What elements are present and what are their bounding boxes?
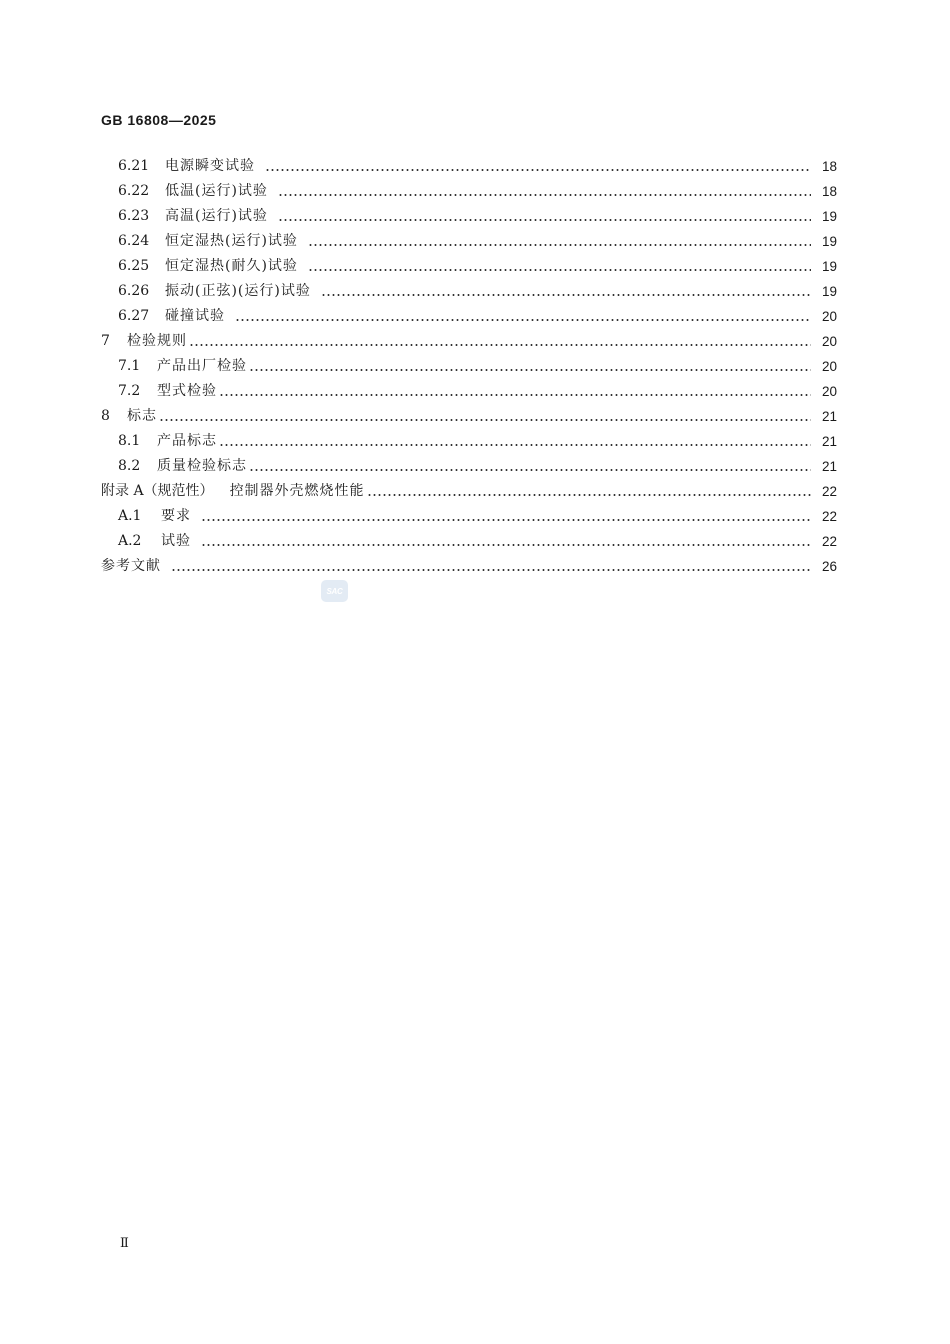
dot-leader	[321, 294, 811, 296]
dot-leader	[249, 369, 811, 371]
toc-entry-title: 检验规则	[127, 333, 187, 349]
dot-leader	[265, 169, 811, 171]
toc-entry-page: 26	[821, 559, 837, 574]
sac-watermark-logo: SAC	[321, 580, 348, 602]
toc-entry-title: 标志	[127, 408, 157, 424]
toc-entry-number: 8	[101, 408, 110, 424]
toc-entry-number: 8.1	[118, 433, 141, 449]
toc-entry-page: 22	[821, 509, 837, 524]
toc-entry-title: 参考文献	[101, 558, 161, 574]
dot-leader	[189, 344, 811, 346]
toc-entry-page: 19	[821, 209, 837, 224]
toc-entry-number: 7.2	[118, 383, 141, 399]
standard-code-header: GB 16808—2025	[101, 112, 217, 128]
table-of-contents	[101, 154, 837, 579]
toc-entry-bibliography[interactable]	[101, 554, 837, 579]
dot-leader	[171, 569, 811, 571]
dot-leader	[278, 219, 811, 221]
toc-entry-page: 21	[821, 434, 837, 449]
toc-entry-title: 控制器外壳燃烧性能	[229, 483, 365, 499]
dot-leader	[201, 519, 811, 521]
toc-entry-number: 7.1	[118, 358, 141, 374]
toc-entry-number: 6.27	[118, 308, 150, 324]
toc-entry-title: 要求	[161, 508, 191, 524]
toc-entry-page: 19	[821, 259, 837, 274]
toc-entry-number: 6.26	[118, 283, 150, 299]
toc-entry-page: 19	[821, 234, 837, 249]
toc-entry-page: 20	[821, 309, 837, 324]
toc-entry-page: 18	[821, 159, 837, 174]
toc-entry-number: 6.25	[118, 258, 150, 274]
toc-entry-title: 产品出厂检验	[157, 358, 247, 374]
toc-entry-title: 振动(正弦)(运行)试验	[165, 283, 311, 299]
toc-entry-page: 22	[821, 484, 837, 499]
page-number: Ⅱ	[120, 1236, 129, 1251]
toc-entry-6-27[interactable]	[101, 304, 837, 329]
toc-entry-page: 21	[821, 409, 837, 424]
toc-entry-6-23[interactable]	[101, 204, 837, 229]
toc-entry-number: 6.23	[118, 208, 150, 224]
toc-entry-6-26[interactable]	[101, 279, 837, 304]
toc-entry-page: 19	[821, 284, 837, 299]
toc-entry-number: 6.22	[118, 183, 150, 199]
toc-entry-8-2[interactable]	[101, 454, 837, 479]
toc-entry-number: 6.24	[118, 233, 150, 249]
toc-entry-title: 高温(运行)试验	[165, 208, 268, 224]
toc-entry-number: A.2	[118, 533, 142, 549]
toc-entry-7-1[interactable]	[101, 354, 837, 379]
dot-leader	[159, 419, 811, 421]
toc-entry-title: 产品标志	[157, 433, 217, 449]
toc-entry-6-22[interactable]	[101, 179, 837, 204]
toc-entry-page: 18	[821, 184, 837, 199]
toc-entry-7[interactable]	[101, 329, 837, 354]
toc-entry-title: 质量检验标志	[157, 458, 247, 474]
dot-leader	[308, 269, 811, 271]
toc-entry-title: 碰撞试验	[165, 308, 225, 324]
toc-entry-6-24[interactable]	[101, 229, 837, 254]
toc-entry-page: 22	[821, 534, 837, 549]
toc-entry-8[interactable]	[101, 404, 837, 429]
dot-leader	[219, 444, 811, 446]
toc-entry-number: 6.21	[118, 158, 150, 174]
toc-entry-7-2[interactable]	[101, 379, 837, 404]
toc-entry-number: A.1	[118, 508, 142, 524]
dot-leader	[219, 394, 811, 396]
dot-leader	[367, 494, 811, 496]
toc-entry-title: 恒定湿热(运行)试验	[165, 233, 298, 249]
toc-entry-page: 20	[821, 334, 837, 349]
toc-entry-6-25[interactable]	[101, 254, 837, 279]
toc-entry-page: 20	[821, 359, 837, 374]
dot-leader	[308, 244, 811, 246]
toc-entry-page: 21	[821, 459, 837, 474]
toc-entry-title: 试验	[161, 533, 191, 549]
dot-leader	[201, 544, 811, 546]
dot-leader	[249, 469, 811, 471]
toc-entry-page: 20	[821, 384, 837, 399]
toc-entry-title: 电源瞬变试验	[165, 158, 255, 174]
toc-entry-number: 附录 A（规范性）	[101, 483, 214, 499]
toc-entry-8-1[interactable]	[101, 429, 837, 454]
toc-entry-a-2[interactable]	[101, 529, 837, 554]
toc-entry-title: 恒定湿热(耐久)试验	[165, 258, 298, 274]
toc-entry-title: 低温(运行)试验	[165, 183, 268, 199]
toc-entry-title: 型式检验	[157, 383, 217, 399]
toc-entry-number: 7	[101, 333, 110, 349]
toc-entry-a-1[interactable]	[101, 504, 837, 529]
toc-entry-number: 8.2	[118, 458, 141, 474]
toc-entry-appendix-a[interactable]	[101, 479, 837, 504]
dot-leader	[278, 194, 811, 196]
toc-entry-6-21[interactable]	[101, 154, 837, 179]
dot-leader	[235, 319, 811, 321]
